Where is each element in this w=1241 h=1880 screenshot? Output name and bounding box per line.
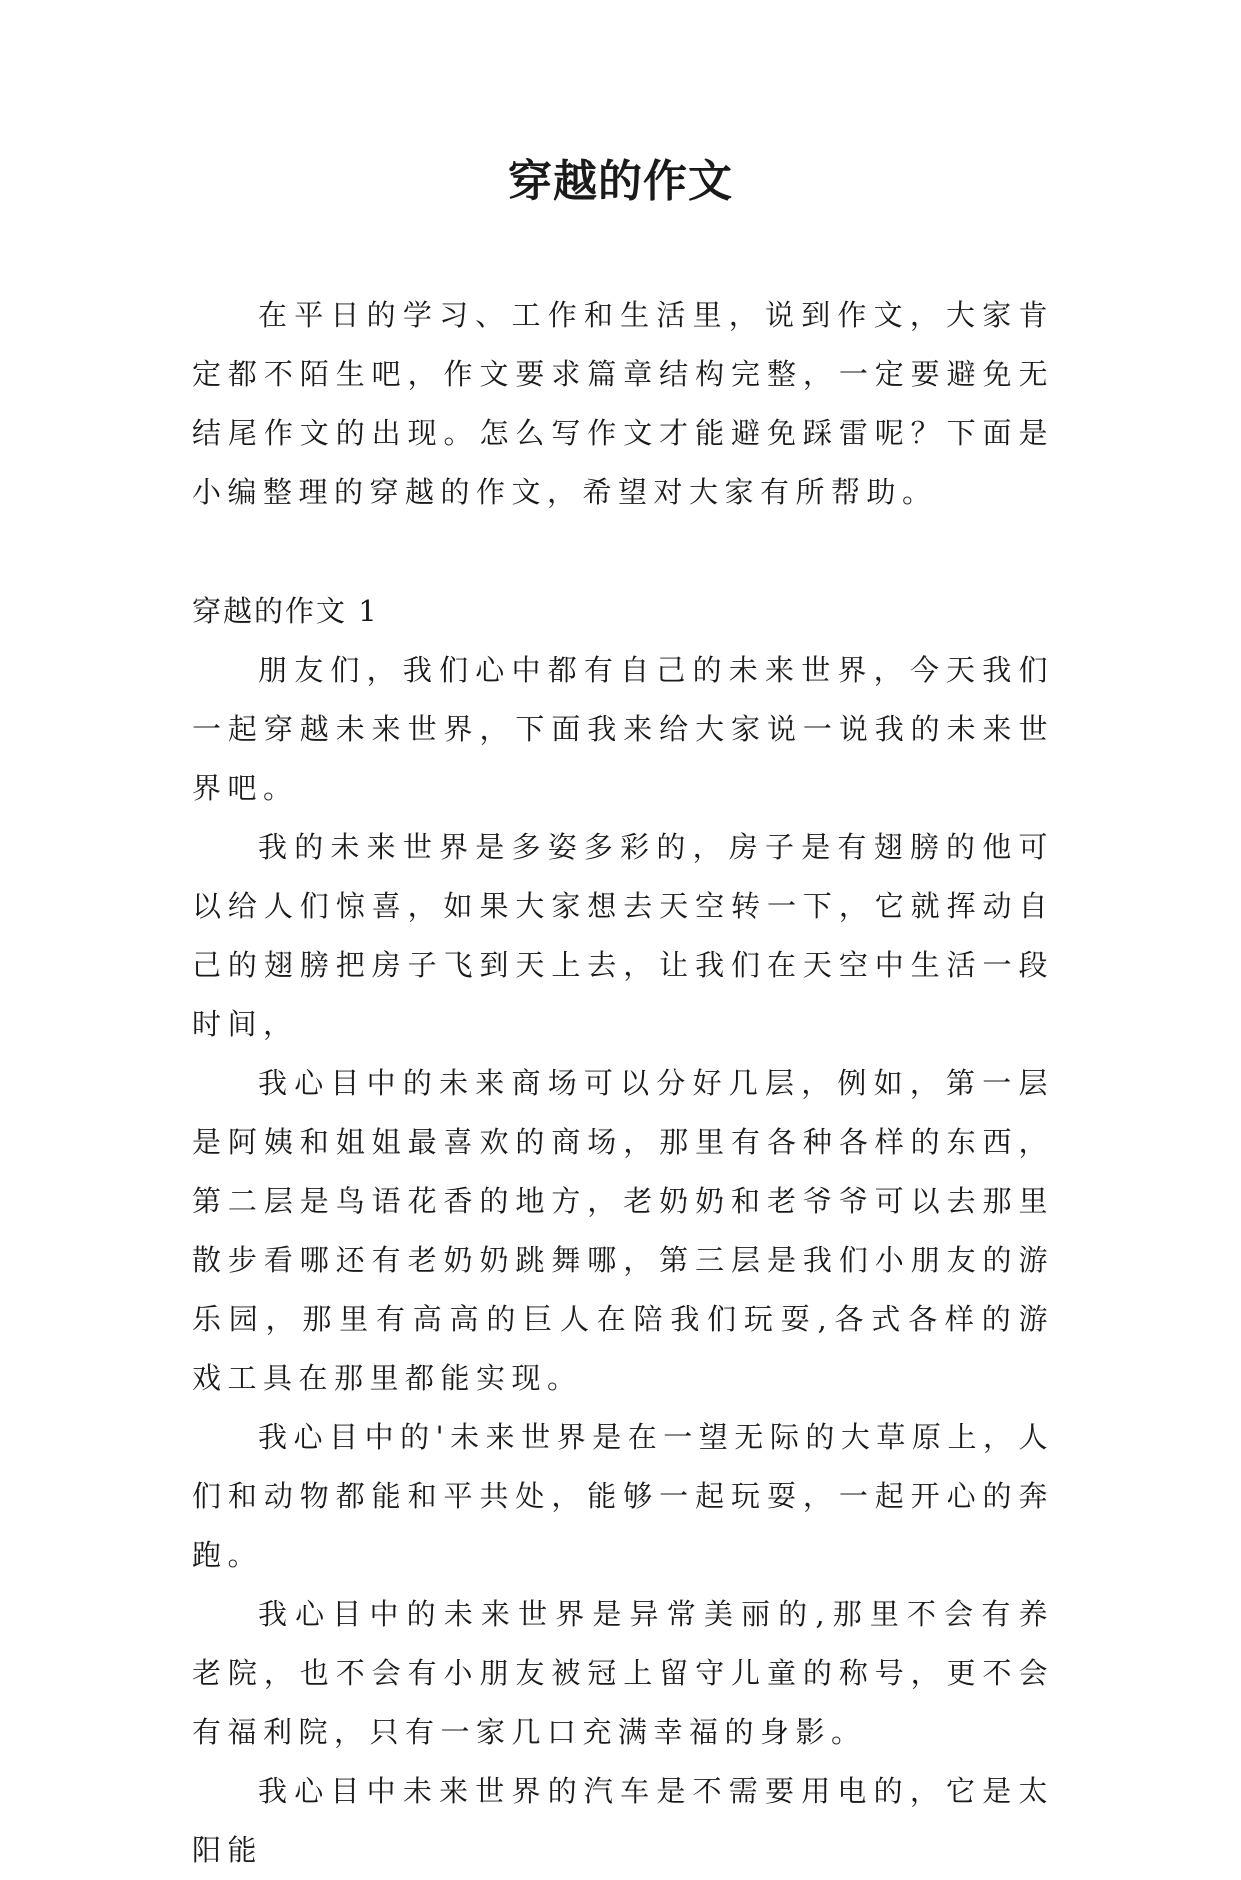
- intro-paragraph: 在平日的学习、工作和生活里，说到作文，大家肯定都不陌生吧，作文要求篇章结构完整，一定要避免无结尾作文的出现。怎么写作文才能避免踩雷呢？下面是小编整理的穿越的作文，希望对大家有所帮助。: [192, 298, 1054, 509]
- document-title: 穿越的作文: [508, 156, 733, 207]
- body-paragraph: 我心目中未来世界的汽车是不需要用电的，它是太阳能: [192, 1774, 1054, 1867]
- body-paragraph: 我心目中的未来商场可以分好几层，例如，第一层是阿姨和姐姐最喜欢的商场，那里有各种各样的东西，第二层是鸟语花香的地方，老奶奶和老爷爷可以去那里散步看哪还有老奶奶跳舞哪，第三层是我们小朋友的游乐园，那里有高高的巨人在陪我们玩耍,各式各样的游戏工具在那里都能实现。: [192, 1066, 1054, 1395]
- body-paragraph: 我心目中的未来世界是异常美丽的,那里不会有养老院，也不会有小朋友被冠上留守儿童的称号，更不会有福利院，只有一家几口充满幸福的身影。: [192, 1597, 1054, 1749]
- section-heading: 穿越的作文 1: [192, 594, 379, 628]
- body-paragraph: 我心目中的'未来世界是在一望无际的大草原上，人们和动物都能和平共处，能够一起玩耍，一起开心的奔跑。: [192, 1420, 1054, 1572]
- body-paragraph: 朋友们，我们心中都有自己的未来世界，今天我们一起穿越未来世界，下面我来给大家说一说我的未来世界吧。: [192, 653, 1054, 805]
- body-paragraph: 我的未来世界是多姿多彩的，房子是有翅膀的他可以给人们惊喜，如果大家想去天空转一下，它就挥动自己的翅膀把房子飞到天上去，让我们在天空中生活一段时间，: [192, 830, 1054, 1041]
- document-body: [192, 286, 1054, 1880]
